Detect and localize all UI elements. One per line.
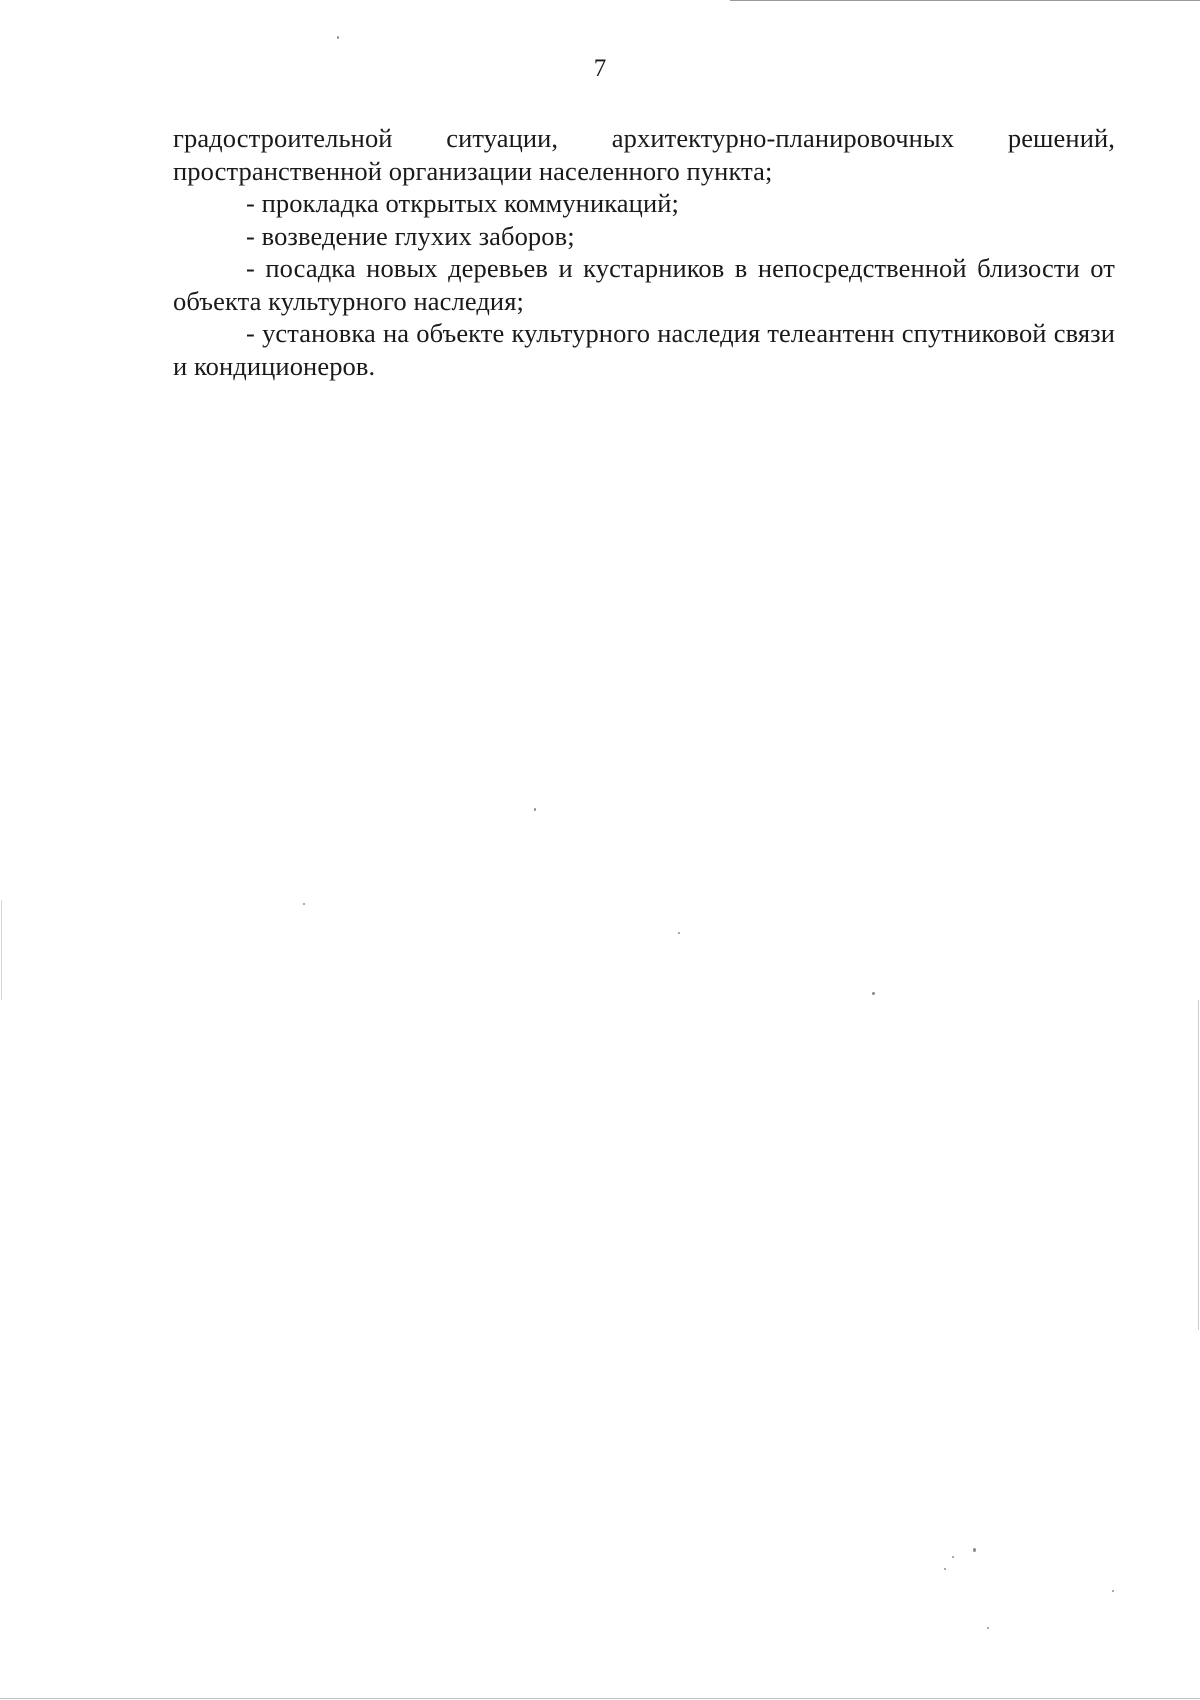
page-number: 7 (593, 55, 607, 82)
paragraph-continuation (173, 122, 1115, 187)
paragraph-line: градостроительной ситуации, архитектурно-планировочных решений, (173, 123, 1115, 153)
scan-speck (303, 903, 305, 905)
scan-speck (534, 808, 536, 811)
scan-edge-bottom (0, 1698, 1200, 1699)
list-item-antennas-conditioners: - установка на объекте культурного наследия телеантенн спутниковой связи и кондиционеров. (173, 318, 1115, 381)
document-body (173, 122, 1115, 382)
scan-speck (952, 1556, 954, 1558)
scan-edge-top (730, 0, 1200, 1)
scan-speck (973, 1548, 976, 1552)
scan-speck (1112, 1590, 1114, 1592)
scan-speck (678, 932, 680, 934)
list-item-open-communications: - прокладка открытых коммуникаций; (246, 188, 679, 218)
list-item-blank-fences: - возведение глухих заборов; (246, 220, 575, 251)
scan-speck (872, 992, 875, 995)
scan-speck (987, 1627, 989, 1629)
scan-speck (337, 36, 339, 39)
list-item-planting-trees: - посадка новых деревьев и кустарников в непосредственной близости от объекта культурного наследия; (173, 253, 1115, 316)
paragraph-line: пространственной организации населенного пункта; (173, 155, 773, 186)
scan-edge-right (1198, 1000, 1199, 1330)
scan-edge-left (1, 900, 2, 1000)
scan-speck (944, 1568, 946, 1570)
